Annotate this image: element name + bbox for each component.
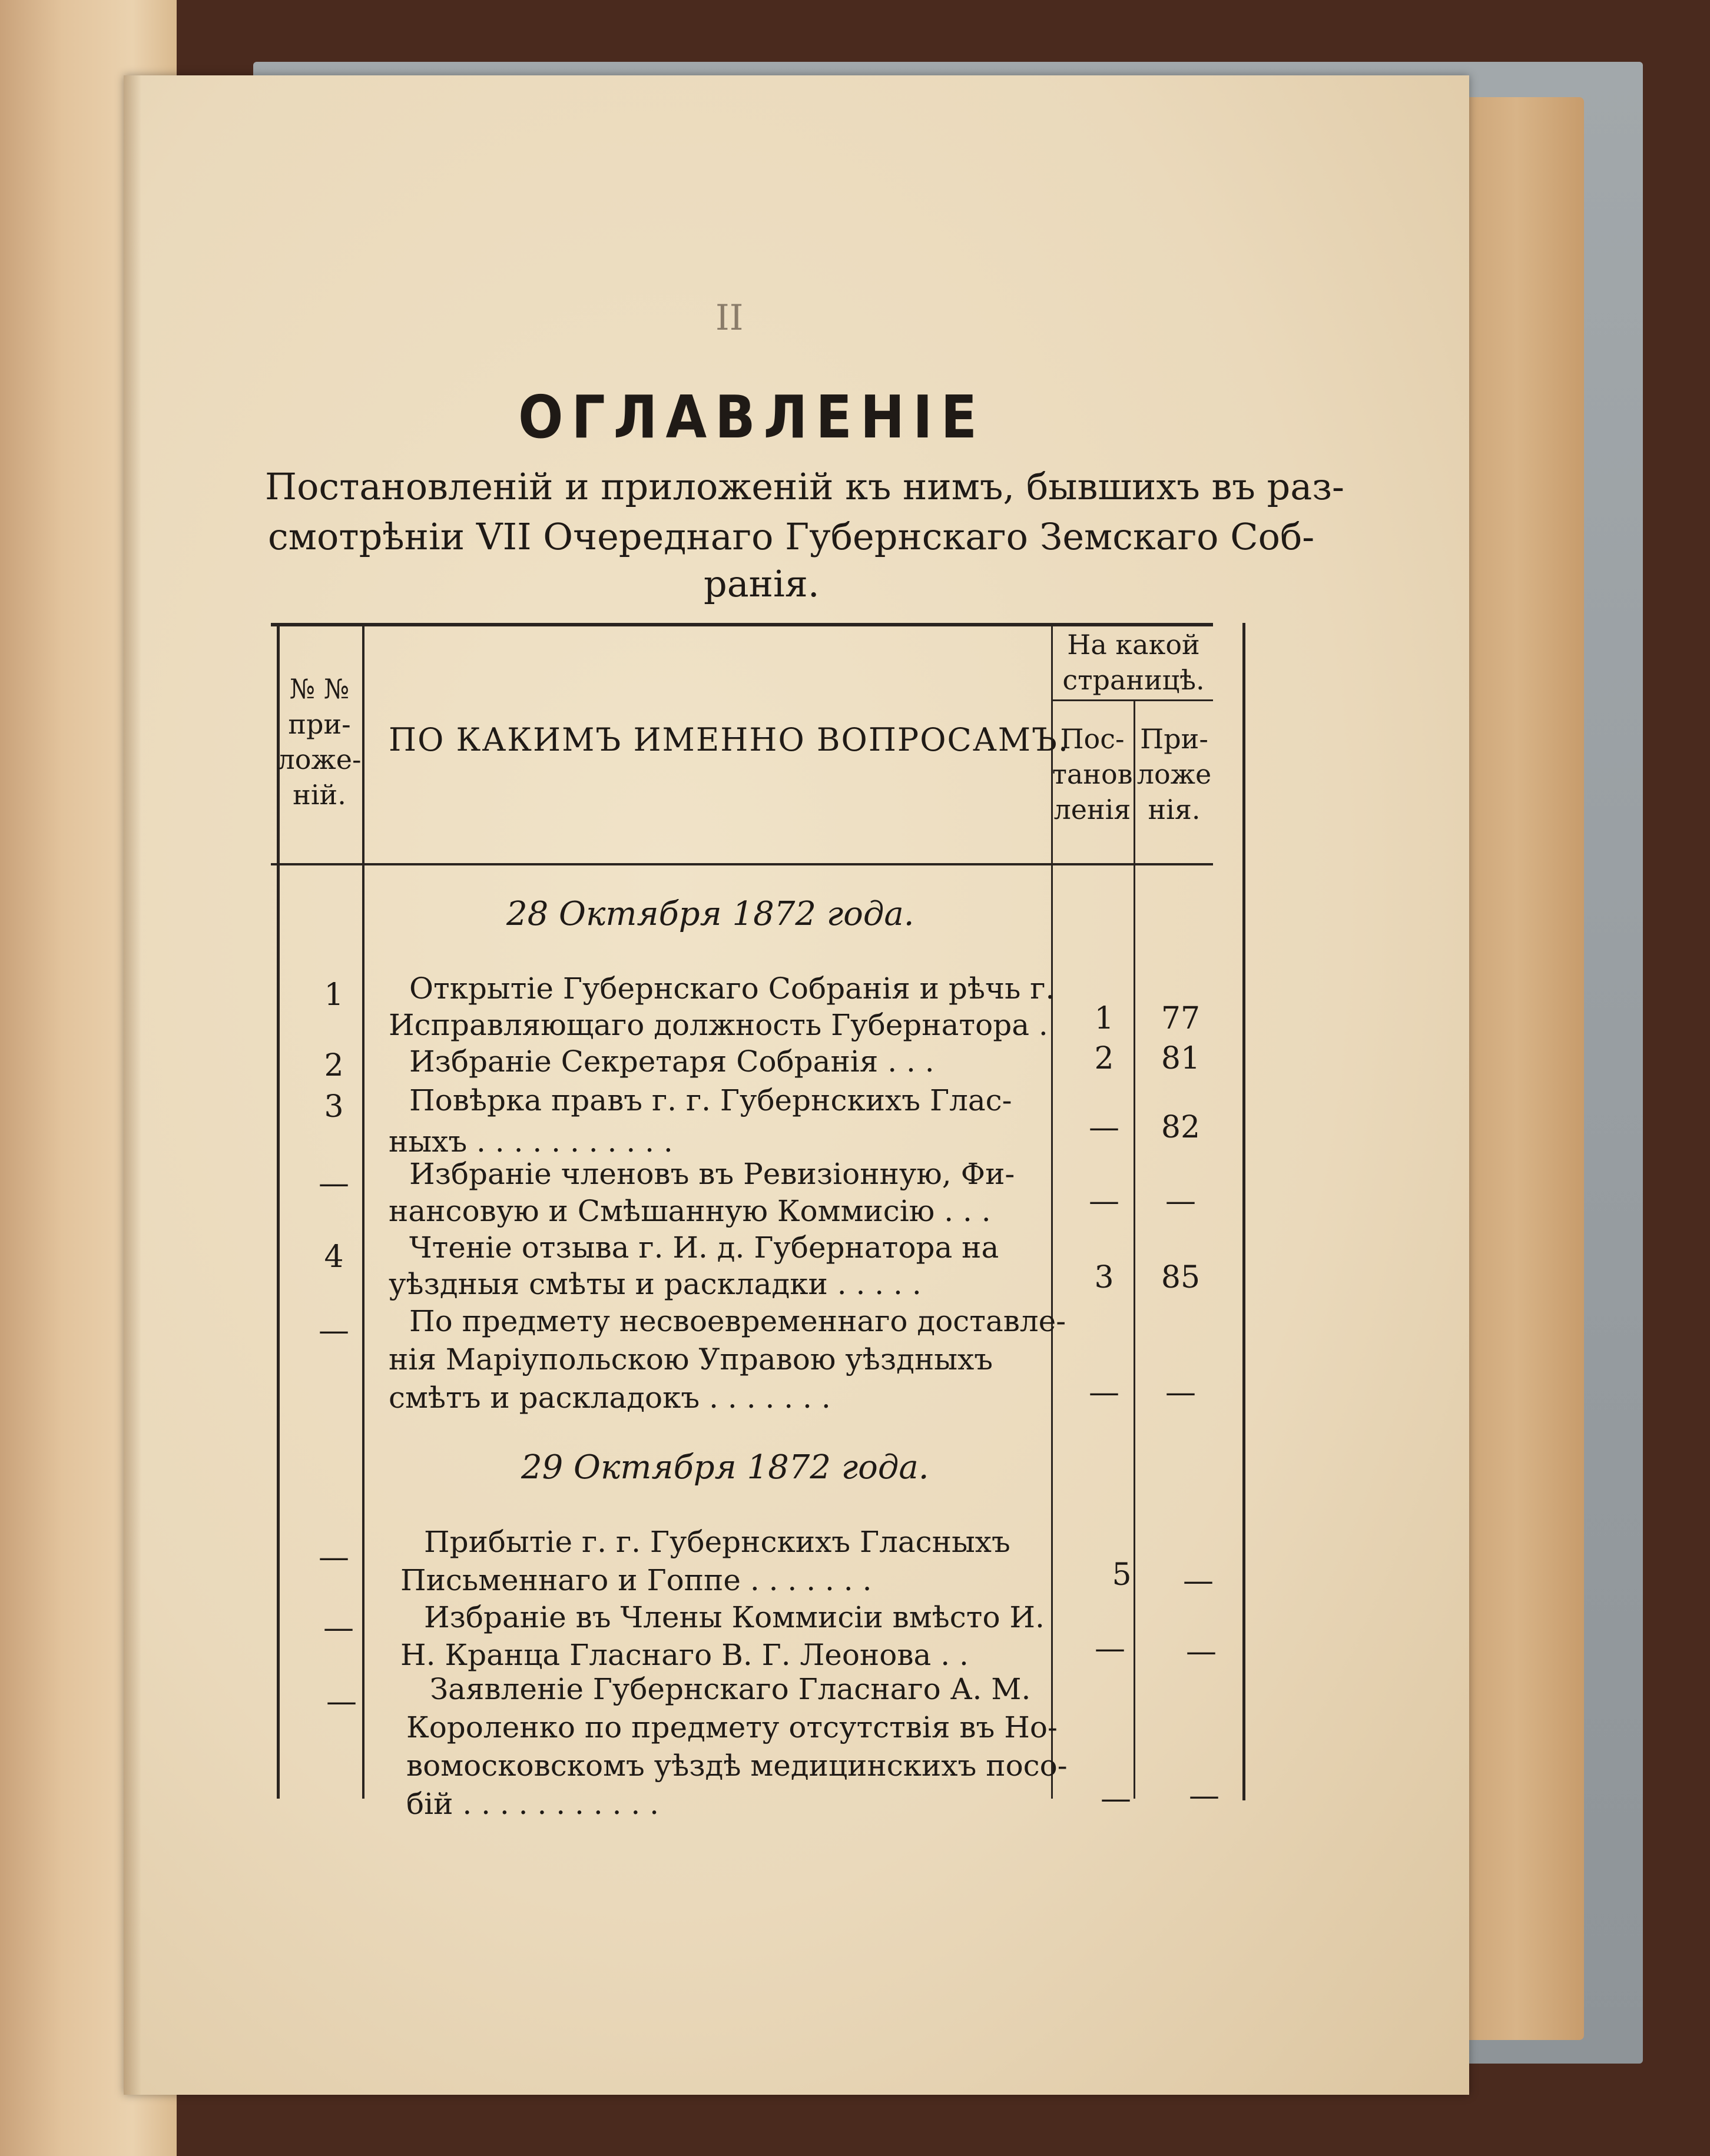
page-number: II <box>715 297 744 339</box>
header-page-line: страницѣ. <box>1062 664 1205 696</box>
subtitle-line-2: смотрѣніи VII Очереднаго Губернскаго Земскаго Соб- <box>268 515 1315 558</box>
row-text: Исправляющаго должность Губернатора . <box>389 1008 1048 1042</box>
row-appendix-page: — <box>1189 1778 1219 1813</box>
row-text: Заявленіе Губернскаго Гласнаго А. М. <box>430 1672 1031 1706</box>
row-resolution-page: 5 <box>1112 1557 1132 1593</box>
row-number: 1 <box>324 977 344 1013</box>
header-res-line: Пос- <box>1060 723 1125 755</box>
row-number: 3 <box>324 1089 344 1125</box>
row-text: Письменнаго и Гоппе . . . . . . . <box>400 1563 872 1597</box>
section-date: 28 Октября 1872 года. <box>506 895 914 933</box>
row-appendix-page: — <box>1165 1183 1196 1219</box>
page-title: ОГЛАВЛЕНІЕ <box>518 383 986 452</box>
row-text: Избраніе въ Члены Коммисіи вмѣсто И. <box>424 1600 1045 1634</box>
page-gutter <box>124 75 141 2095</box>
row-resolution-page: — <box>1101 1781 1131 1816</box>
header-num-line: № № <box>289 673 350 705</box>
row-resolution-page: 2 <box>1094 1041 1114 1076</box>
row-number: 2 <box>324 1048 344 1083</box>
row-text: бій . . . . . . . . . . . <box>406 1787 660 1821</box>
row-text: Избраніе членовъ въ Ревизіонную, Фи- <box>409 1157 1015 1191</box>
header-num-line: при- <box>288 708 351 740</box>
header-num-column <box>277 671 362 812</box>
row-number: — <box>319 1540 349 1575</box>
row-resolution-page: — <box>1089 1183 1119 1219</box>
row-number: 4 <box>324 1239 344 1275</box>
header-app-line: При- <box>1140 723 1208 755</box>
row-appendix-page: 82 <box>1161 1110 1201 1145</box>
row-text: Короленко по предмету отсутствія въ Но- <box>406 1710 1058 1744</box>
row-resolution-page: — <box>1089 1110 1119 1145</box>
row-text: ныхъ . . . . . . . . . . . <box>389 1125 673 1159</box>
row-appendix-page: — <box>1186 1634 1217 1669</box>
section-date: 29 Октября 1872 года. <box>521 1448 929 1487</box>
row-text: По предмету несвоевременнаго доставле- <box>409 1304 1066 1338</box>
subtitle-line-3: ранія. <box>704 562 820 605</box>
table-header-rule <box>271 863 1213 865</box>
row-appendix-page: — <box>1183 1563 1214 1598</box>
row-resolution-page: 1 <box>1094 1001 1114 1036</box>
header-resolutions-column <box>1051 721 1134 827</box>
row-text: нія Маріупольскою Управою уѣздныхъ <box>389 1342 993 1376</box>
row-resolution-page: — <box>1095 1631 1125 1666</box>
page-group-rule <box>1051 699 1213 701</box>
header-page-line: На какой <box>1067 629 1200 661</box>
header-subject-column: ПО КАКИМЪ ИМЕННО ВОПРОСАМЪ. <box>389 721 1070 758</box>
row-number: — <box>319 1166 349 1201</box>
table-top-rule <box>271 623 1213 626</box>
row-text: Избраніе Секретаря Собранія . . . <box>409 1044 934 1079</box>
row-number: — <box>323 1610 354 1646</box>
row-appendix-page: 81 <box>1161 1041 1201 1076</box>
row-text: уѣздныя смѣты и раскладки . . . . . <box>389 1267 922 1301</box>
row-number: — <box>326 1684 357 1719</box>
row-text: вомосковскомъ уѣздѣ медицинскихъ посо- <box>406 1749 1068 1783</box>
header-app-line: нія. <box>1148 794 1201 825</box>
row-text: Н. Кранца Гласнаго В. Г. Леонова . . <box>400 1638 969 1672</box>
row-text: Прибытіе г. г. Губернскихъ Гласныхъ <box>424 1525 1010 1559</box>
header-appendices-column <box>1135 721 1213 827</box>
row-text: Чтеніе отзыва г. И. д. Губернатора на <box>409 1230 999 1265</box>
table-right-border <box>1242 623 1245 1800</box>
header-num-line: ній. <box>293 779 346 811</box>
row-appendix-page: 85 <box>1161 1260 1201 1295</box>
header-res-line: танов <box>1052 758 1133 790</box>
subtitle-line-1: Постановленій и приложеній къ нимъ, бывшихъ въ раз- <box>265 465 1344 508</box>
row-number: — <box>319 1313 349 1348</box>
row-text: нансовую и Смѣшанную Коммисію . . . <box>389 1194 991 1228</box>
row-resolution-page: 3 <box>1094 1260 1114 1295</box>
row-resolution-page: — <box>1089 1375 1119 1410</box>
row-text: смѣтъ и раскладокъ . . . . . . . <box>389 1381 831 1415</box>
row-appendix-page: — <box>1165 1375 1196 1410</box>
header-app-line: ложе <box>1136 758 1212 790</box>
row-text: Открытіе Губернскаго Собранія и рѣчь г. <box>409 971 1055 1006</box>
header-num-line: ложе- <box>277 744 362 775</box>
row-text: Повѣрка правъ г. г. Губернскихъ Глас- <box>409 1083 1012 1117</box>
header-res-line: ленія <box>1053 794 1131 825</box>
header-page-group <box>1054 627 1213 698</box>
row-appendix-page: 77 <box>1161 1001 1201 1036</box>
